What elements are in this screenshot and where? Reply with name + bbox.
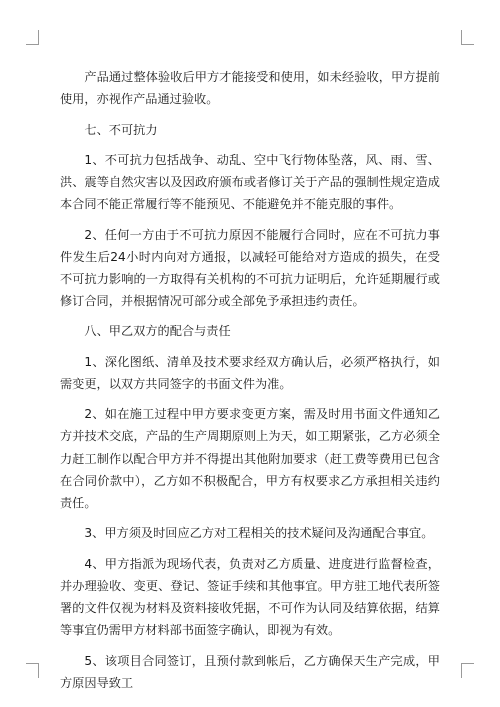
crop-mark-bottom-left xyxy=(26,663,39,678)
paragraph-force-majeure-definition: 1、不可抗力包括战争、动乱、空中飞行物体坠落，风、雨、雪、洪、震等自然灾害以及因政府颁布或者修订关于产品的强制性规定造成本合同不能正常履行等不能预见、不能避免并不能克服的事件。 xyxy=(60,152,440,212)
paragraph-acceptance: 产品通过整体验收后甲方才能接受和使用，如未经验收，甲方提前使用，亦视作产品通过验收。 xyxy=(60,70,440,107)
section-heading-cooperation: 八、甲乙双方的配合与责任 xyxy=(84,324,231,339)
paragraph-change-requests: 2、如在施工过程中甲方要求变更方案，需及时用书面文件通知乙方并技术交底，产品的生产周期原则上为天，如工期紧张，乙方必须全力赶工制作以配合甲方并不得提出其他附加要求（赶工费等费用已包含在合同价款中），乙方如不积极配合，甲方有权要求乙方承担相关违约责任。 xyxy=(60,407,440,511)
paragraph-drawings-confirmation: 1、深化图纸、清单及技术要求经双方确认后，必须严格执行，如需变更，以双方共同签字的书面文件为准。 xyxy=(60,354,440,391)
paragraph-site-representative: 4、甲方指派为现场代表，负责对乙方质量、进度进行监督检查，并办理验收、变更、登记、签证手续和其他事宜。甲方驻工地代表所签署的文件仅视为材料及资料接收凭据，不可作为认同及结算依据，结算等事宜仍需甲方材料部书面签字确认，即视为有效。 xyxy=(60,556,440,638)
section-heading-force-majeure: 七、不可抗力 xyxy=(84,122,158,137)
paragraph-force-majeure-notice: 2、任何一方由于不可抗力原因不能履行合同时，应在不可抗力事件发生后24小时内向对方通报，以减轻可能给对方造成的损失，在受不可抗力影响的一方取得有关机构的不可抗力证明后，允许延期履行或修订合同，并根据情况可部分或全部免予承担违约责任。 xyxy=(60,227,440,309)
crop-mark-top-left xyxy=(26,30,39,45)
crop-mark-top-right xyxy=(461,30,474,45)
paragraph-technical-response: 3、甲方须及时回应乙方对工程相关的技术疑问及沟通配合事宜。 xyxy=(84,526,434,541)
paragraph-production-schedule: 5、该项目合同签订，且预付款到帐后，乙方确保天生产完成，甲方原因导致工 xyxy=(60,653,440,690)
document-body xyxy=(60,66,440,694)
crop-mark-bottom-right xyxy=(461,663,474,678)
